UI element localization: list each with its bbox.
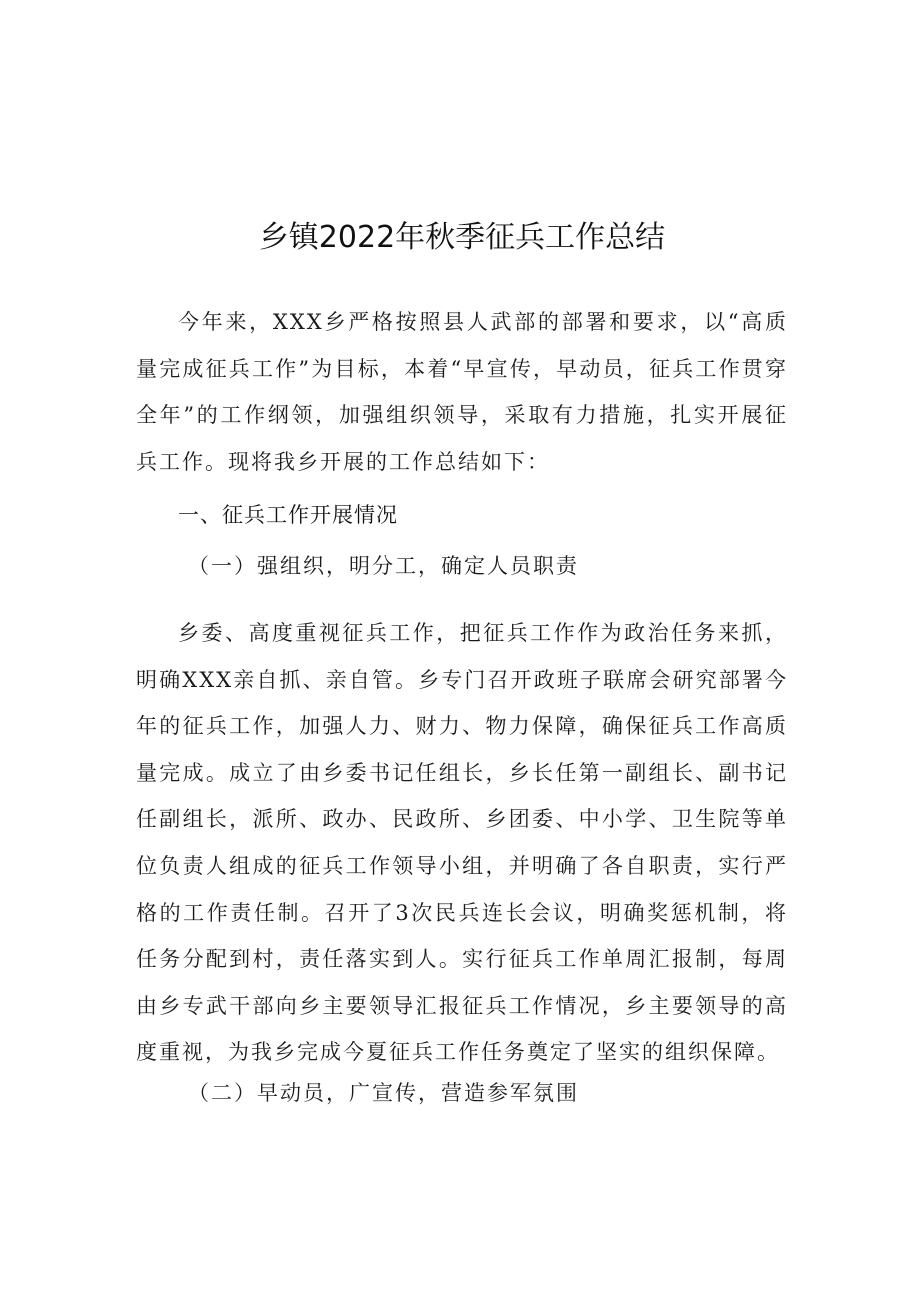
section-heading-1: 一、征兵工作开展情况 [178, 503, 398, 527]
subsection-heading-1: （一）强组织，明分工，确定人员职责 [188, 554, 579, 578]
document-title: 乡镇2022年秋季征兵工作总结 [258, 220, 666, 255]
subsection-1-paragraph: 乡委、高度重视征兵工作，把征兵工作作为政治任务来抓，明确XXX亲自抓、亲自管。乡专门召开政班子联席会研究部署今年的征兵工作，加强人力、财力、物力保障，确保征兵工作高质量完成。成立了由乡委书记任组长，乡长任第一副组长、副书记任副组长，派所、政办、民政所、乡团委、中小学、卫生院等单位负责人组成的征兵工作领导小组，并明确了各自职责，实行严格的工作责任制。召开了3次民兵连长会议，明确奖惩机制，将任务分配到村，责任落实到人。实行征兵工作单周汇报制，每周由乡专武干部向乡主要领导汇报征兵工作情况，乡主要领导的高度重视，为我乡完成今夏征兵工作任务奠定了坚实的组织保障。 [136, 621, 788, 1065]
subsection-heading-2: （二）早动员，广宣传，营造参军氛围 [188, 1081, 579, 1105]
intro-paragraph: 今年来，XXX乡严格按照县人武部的部署和要求，以“高质量完成征兵工作”为目标，本着“早宣传，早动员，征兵工作贯穿全年”的工作纲领，加强组织领导，采取有力措施，扎实开展征兵工作。现将我乡开展的工作总结如下： [136, 310, 788, 474]
